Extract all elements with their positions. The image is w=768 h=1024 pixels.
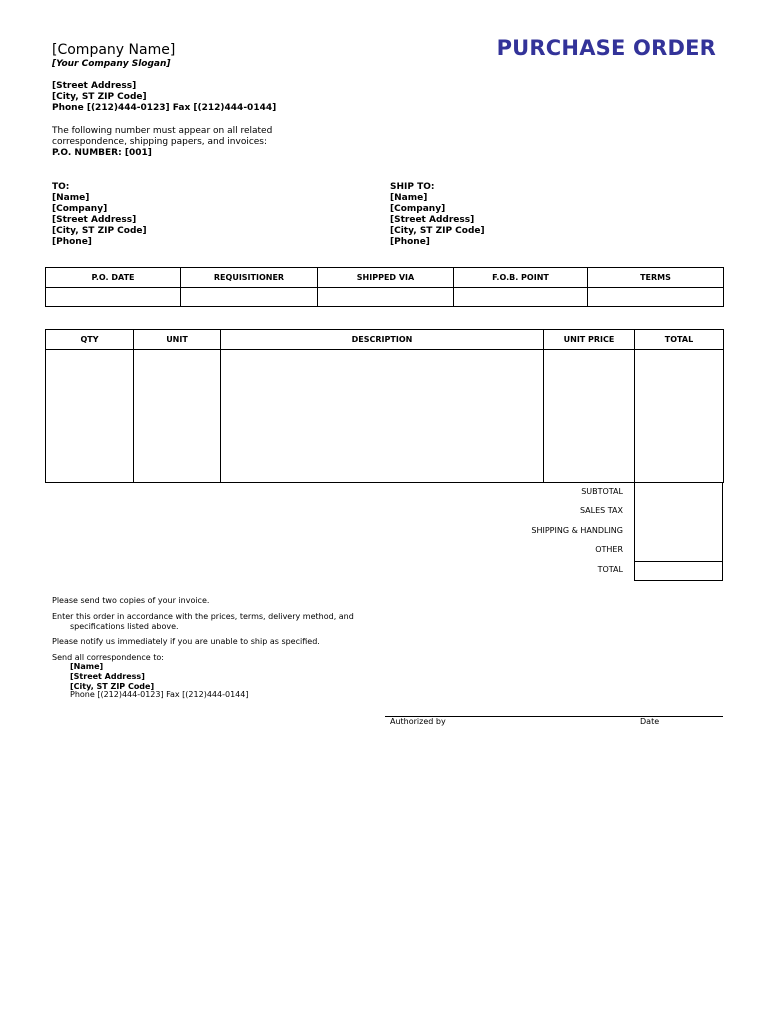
subtotal-label: SUBTOTAL xyxy=(581,487,623,496)
unit-price-header: UNIT PRICE xyxy=(544,330,635,350)
note-invoice-copies: Please send two copies of your invoice. xyxy=(52,596,210,605)
sales-tax-label: SALES TAX xyxy=(579,506,623,515)
totals-value-box[interactable] xyxy=(634,482,723,562)
order-info-value-row xyxy=(46,288,724,307)
date-label: Date xyxy=(640,717,660,726)
order-info-table xyxy=(45,267,724,307)
to-company: [Company] xyxy=(52,204,108,214)
requisitioner-cell[interactable] xyxy=(181,288,318,307)
po-notice-line-2: correspondence, shipping papers, and invoices: xyxy=(52,137,268,147)
description-header: DESCRIPTION xyxy=(221,330,544,350)
qty-cell[interactable] xyxy=(46,350,134,483)
correspondence-contact xyxy=(70,662,154,692)
po-notice-line-1: The following number must appear on all related xyxy=(52,126,273,136)
company-slogan: [Your Company Slogan] xyxy=(52,59,171,69)
terms-header: TERMS xyxy=(588,268,724,288)
grand-total-value-box[interactable] xyxy=(634,561,723,581)
to-city: [City, ST ZIP Code] xyxy=(52,226,147,236)
qty-header: QTY xyxy=(46,330,134,350)
po-date-header: P.O. DATE xyxy=(46,268,181,288)
description-cell[interactable] xyxy=(221,350,544,483)
to-block xyxy=(52,182,147,248)
company-phone-fax: Phone [(212)444-0123] Fax [(212)444-0144] xyxy=(52,103,277,113)
terms-cell[interactable] xyxy=(588,288,724,307)
ship-to-company: [Company] xyxy=(390,204,446,214)
unit-header: UNIT xyxy=(134,330,221,350)
ship-to-phone: [Phone] xyxy=(390,237,430,247)
company-name: [Company Name] xyxy=(52,42,176,58)
fob-point-cell[interactable] xyxy=(454,288,588,307)
po-number: P.O. NUMBER: [001] xyxy=(52,148,152,158)
to-street: [Street Address] xyxy=(52,215,137,225)
total-cell[interactable] xyxy=(635,350,724,483)
line-items-body-row xyxy=(46,350,724,483)
note-notify: Please notify us immediately if you are unable to ship as specified. xyxy=(52,637,320,646)
po-notice xyxy=(52,126,272,159)
line-items-table xyxy=(45,329,724,483)
requisitioner-header: REQUISITIONER xyxy=(181,268,318,288)
contact-street: [Street Address] xyxy=(70,672,145,681)
company-address xyxy=(52,81,276,114)
ship-to-block xyxy=(390,182,485,248)
contact-city: [City, ST ZIP Code] xyxy=(70,682,155,691)
document-title: PURCHASE ORDER xyxy=(496,36,716,60)
note-correspondence: Send all correspondence to: xyxy=(52,653,164,662)
shipping-handling-label: SHIPPING & HANDLING xyxy=(531,526,623,535)
shipped-via-cell[interactable] xyxy=(318,288,454,307)
ship-to-name: [Name] xyxy=(390,193,428,203)
company-city: [City, ST ZIP Code] xyxy=(52,92,147,102)
po-date-cell[interactable] xyxy=(46,288,181,307)
contact-phone-fax: Phone [(212)444-0123] Fax [(212)444-0144] xyxy=(70,690,249,699)
company-street: [Street Address] xyxy=(52,81,137,91)
total-header: TOTAL xyxy=(635,330,724,350)
fob-point-header: F.O.B. POINT xyxy=(454,268,588,288)
shipped-via-header: SHIPPED VIA xyxy=(318,268,454,288)
authorized-by-label: Authorized by xyxy=(390,717,446,726)
to-phone: [Phone] xyxy=(52,237,92,247)
ship-to-street: [Street Address] xyxy=(390,215,475,225)
ship-to-city: [City, ST ZIP Code] xyxy=(390,226,485,236)
note-accordance-cont: specifications listed above. xyxy=(70,622,179,631)
unit-price-cell[interactable] xyxy=(544,350,635,483)
order-info-header-row xyxy=(46,268,724,288)
note-accordance: Enter this order in accordance with the prices, terms, delivery method, and xyxy=(52,612,354,621)
contact-name: [Name] xyxy=(70,662,104,671)
line-items-header-row xyxy=(46,330,724,350)
to-name: [Name] xyxy=(52,193,90,203)
to-label: TO: xyxy=(52,182,70,192)
ship-to-label: SHIP TO: xyxy=(390,182,435,192)
total-label: TOTAL xyxy=(597,565,623,574)
unit-cell[interactable] xyxy=(134,350,221,483)
other-label: OTHER xyxy=(595,545,623,554)
